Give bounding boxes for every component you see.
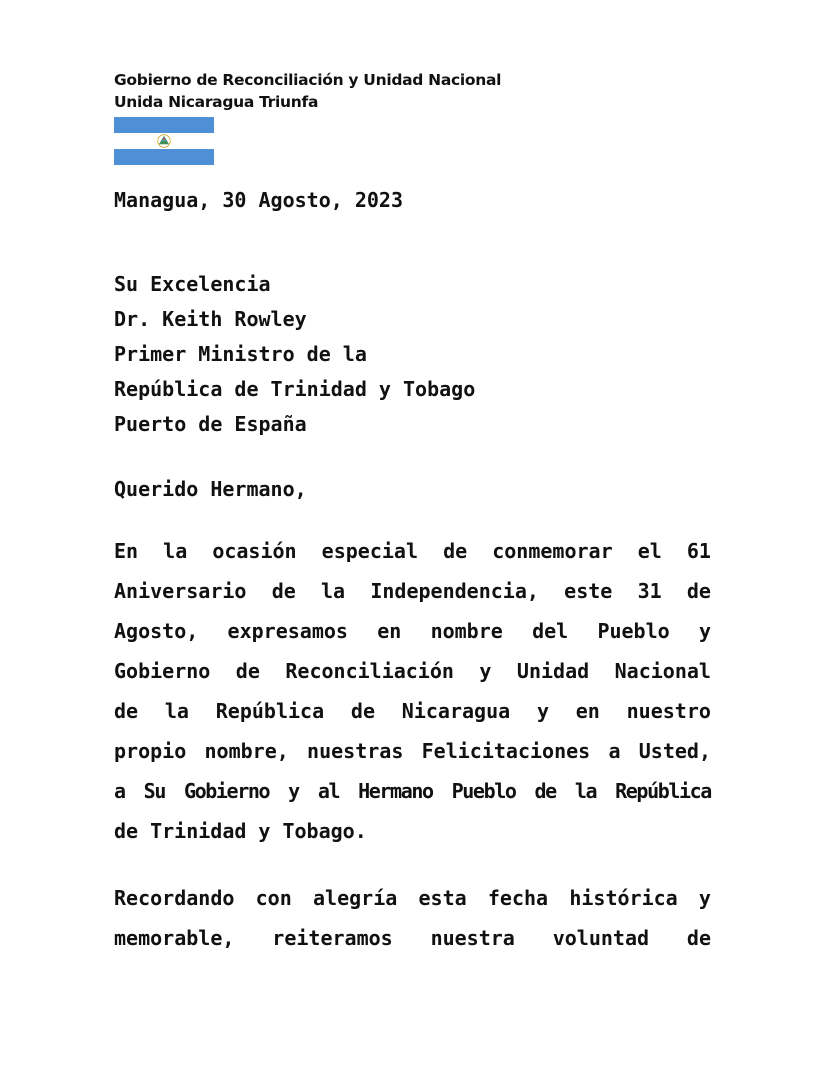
word: el <box>637 539 662 563</box>
paragraph-line <box>114 651 711 691</box>
word: nombre <box>430 619 503 643</box>
word: Pueblo <box>451 779 516 803</box>
word: voluntad <box>552 926 650 950</box>
word: alegría <box>312 886 398 910</box>
word: Gobierno <box>183 779 270 803</box>
word: expresamos <box>227 619 348 643</box>
word: y <box>479 659 492 683</box>
word: nuestro <box>626 699 711 723</box>
word: propio <box>114 739 187 763</box>
addressee-line: Dr. Keith Rowley <box>114 307 307 331</box>
word: 31 <box>637 579 662 603</box>
addressee-line: Puerto de España <box>114 412 307 436</box>
word: y <box>698 619 711 643</box>
word: nuestras <box>307 739 404 763</box>
word: de <box>534 779 556 803</box>
word: y <box>258 819 271 843</box>
word: esta <box>418 886 467 910</box>
letterhead-slogan: Unida Nicaragua Triunfa <box>114 93 319 111</box>
word: Unidad <box>516 659 590 683</box>
word: República <box>615 779 711 803</box>
letterhead <box>114 69 501 113</box>
word: Su <box>143 779 165 803</box>
word: la <box>321 579 346 603</box>
word: nuestra <box>430 926 515 950</box>
word: con <box>255 886 292 910</box>
addressee-line: Su Excelencia <box>114 272 271 296</box>
word: fecha <box>487 886 549 910</box>
word: de <box>686 926 711 950</box>
word: la <box>164 699 189 723</box>
word: Independencia, <box>370 579 539 603</box>
word: 61 <box>686 539 711 563</box>
word: y <box>698 886 711 910</box>
word: Nicaragua <box>401 699 511 723</box>
letter-date: Managua, 30 Agosto, 2023 <box>114 188 403 212</box>
paragraph-line <box>114 918 711 958</box>
word: en <box>575 699 600 723</box>
word: este <box>564 579 613 603</box>
paragraph-line <box>114 611 711 651</box>
word: Tobago. <box>282 819 367 843</box>
paragraph-line <box>114 571 711 611</box>
word: histórica <box>569 886 678 910</box>
letterhead-government-name: Gobierno de Reconciliación y Unidad Nacional <box>114 71 502 89</box>
word: al <box>317 779 340 803</box>
word: Nacional <box>614 659 711 683</box>
body-paragraph-2 <box>114 878 711 958</box>
word: de <box>235 659 260 683</box>
word: Hermano <box>358 779 433 803</box>
word: de <box>443 539 468 563</box>
word: República <box>215 699 325 723</box>
word: y <box>288 779 299 803</box>
body-paragraph-1 <box>114 531 711 851</box>
word: Aniversario <box>114 579 247 603</box>
paragraph-line <box>114 731 711 771</box>
word: Reconciliación <box>285 659 454 683</box>
word: del <box>532 619 569 643</box>
word: de <box>114 819 139 843</box>
word: nombre, <box>204 739 289 763</box>
word: Pueblo <box>597 619 670 643</box>
word: de <box>350 699 375 723</box>
paragraph-line <box>114 771 711 811</box>
paragraph-line <box>114 691 711 731</box>
word: la <box>574 779 597 803</box>
word: y <box>536 699 549 723</box>
word: Usted, <box>638 739 711 763</box>
word: Felicitaciones <box>421 739 591 763</box>
addressee-line: Primer Ministro de la <box>114 342 367 366</box>
word: de <box>271 579 296 603</box>
word: a <box>114 779 125 803</box>
addressee-line: República de Trinidad y Tobago <box>114 377 476 401</box>
word: de <box>686 579 711 603</box>
word: especial <box>321 539 418 563</box>
paragraph-line <box>114 531 711 571</box>
nicaragua-flag-icon <box>114 117 214 165</box>
word: la <box>163 539 188 563</box>
addressee-block <box>114 267 475 442</box>
word: a <box>608 739 621 763</box>
word: Recordando <box>114 886 235 910</box>
word: conmemorar <box>492 539 613 563</box>
paragraph-line <box>114 811 711 851</box>
word: en <box>377 619 402 643</box>
word: Agosto, <box>114 619 199 643</box>
word: de <box>114 699 139 723</box>
word: reiteramos <box>272 926 393 950</box>
paragraph-line <box>114 878 711 918</box>
salutation: Querido Hermano, <box>114 477 307 501</box>
word: En <box>114 539 139 563</box>
word: Gobierno <box>114 659 211 683</box>
word: memorable, <box>114 926 235 950</box>
word: Trinidad <box>150 819 247 843</box>
word: ocasión <box>212 539 297 563</box>
